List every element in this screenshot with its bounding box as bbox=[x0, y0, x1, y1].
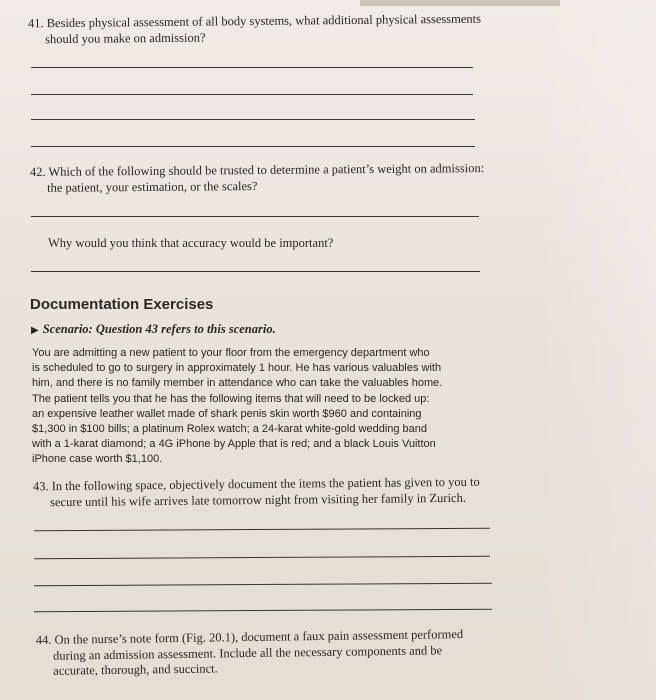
scenario-label bbox=[31, 322, 276, 337]
question-44-text-line2: during an admission assessment. Include all the necessary components and be bbox=[52, 642, 443, 663]
question-42-text-line2: the patient, your estimation, or the scales? bbox=[47, 178, 258, 195]
answer-line-41-3[interactable] bbox=[31, 119, 475, 120]
question-44-number: 44. bbox=[35, 632, 52, 647]
paragraph-line: with a 1-karat diamond; a 4G iPhone by Apple that is red; and a black Louis Vuitton bbox=[32, 438, 436, 451]
paragraph-line: You are admitting a new patient to your floor from the emergency department who bbox=[32, 347, 430, 359]
question-43-text-line2: secure until his wife arrives late tomorrow night from visiting her family in Zurich. bbox=[50, 490, 467, 509]
page-top-edge bbox=[360, 0, 560, 6]
paragraph-line: him, and there is no family member in attendance who can take the valuables home. bbox=[32, 377, 443, 390]
scenario-paragraph bbox=[32, 346, 492, 468]
answer-line-43-3[interactable] bbox=[34, 583, 492, 586]
paragraph-line: iPhone case worth $1,100. bbox=[32, 453, 163, 466]
answer-line-43-2[interactable] bbox=[34, 556, 490, 559]
question-41-text-line1: Besides physical assessment of all body systems, what additional physical assessments bbox=[46, 11, 482, 31]
question-43-number: 43. bbox=[32, 479, 49, 494]
section-title: Documentation Exercises bbox=[30, 296, 214, 313]
question-42 bbox=[30, 161, 484, 196]
answer-line-42-2[interactable] bbox=[31, 271, 480, 272]
question-42-followup bbox=[48, 236, 333, 252]
question-41-number: 41. bbox=[27, 16, 44, 31]
question-44-text-line1: On the nurse’s note form (Fig. 20.1), document a faux pain assessment performed bbox=[54, 627, 464, 647]
scenario-bullet-icon: ▶ bbox=[31, 325, 39, 336]
page-margin bbox=[536, 0, 656, 700]
question-42-followup-text: Why would you think that accuracy would be important? bbox=[48, 236, 334, 250]
question-43 bbox=[33, 475, 480, 511]
question-41-text-line2: should you make on admission? bbox=[45, 30, 206, 46]
question-44-text-line3: accurate, thorough, and succinct. bbox=[53, 661, 218, 678]
answer-line-41-1[interactable] bbox=[31, 67, 473, 68]
answer-line-41-4[interactable] bbox=[31, 146, 475, 147]
answer-line-43-1[interactable] bbox=[34, 528, 490, 531]
paragraph-line: is scheduled to go to surgery in approximately 1 hour. He has various valuables with bbox=[32, 362, 442, 375]
question-42-number: 42. bbox=[29, 164, 46, 179]
scenario-text: Scenario: Question 43 refers to this scenario. bbox=[42, 322, 276, 336]
question-42-text-line1: Which of the following should be trusted to determine a patient’s weight on admission: bbox=[48, 161, 485, 179]
question-44 bbox=[36, 627, 464, 679]
question-41 bbox=[28, 12, 481, 48]
answer-line-43-4[interactable] bbox=[34, 609, 492, 612]
paragraph-line: $1,300 in $100 bills; a platinum Rolex watch; a 24-karat white-gold wedding band bbox=[32, 423, 428, 436]
question-43-text-line1: In the following space, objectively document the items the patient has given to you to bbox=[51, 474, 480, 494]
answer-line-42-1[interactable] bbox=[31, 216, 479, 217]
answer-line-41-2[interactable] bbox=[31, 94, 473, 95]
paragraph-line: an expensive leather wallet made of shark penis skin worth $960 and containing bbox=[32, 407, 422, 420]
paragraph-line: The patient tells you that he has the following items that will need to be locked up: bbox=[32, 392, 430, 405]
